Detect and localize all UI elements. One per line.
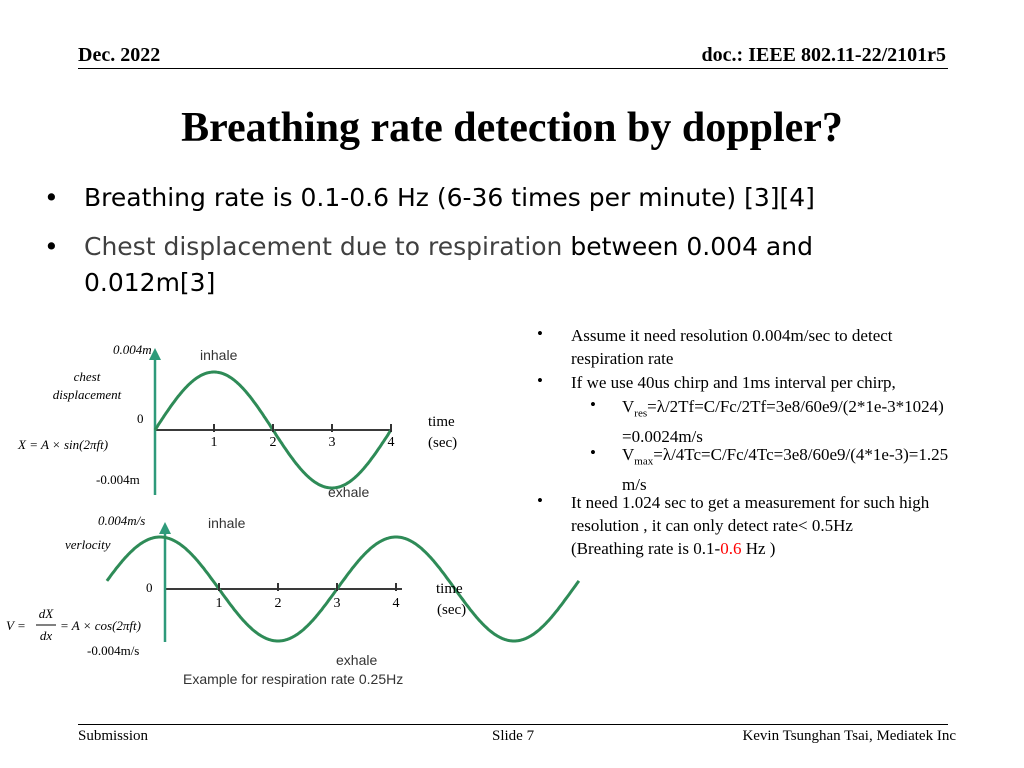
chart2-formula-denominator: dx	[39, 628, 53, 643]
chart1-exhale-label: exhale	[328, 484, 370, 500]
vres-formula: =λ/2Tf=C/Fc/2Tf=3e8/60e9/(2*1e-3*1024)=0.0024m/s	[622, 397, 944, 447]
bullet-dot: •	[44, 232, 59, 261]
vmax-sub: max	[634, 455, 654, 468]
chart2-formula-right: = A × cos(2πft)	[60, 618, 141, 633]
footer-author: Kevin Tsunghan Tsai, Mediatek Inc	[742, 728, 956, 744]
bullet-dot: •	[44, 183, 59, 212]
note-dot: •	[537, 371, 543, 390]
header-rule	[78, 68, 948, 69]
x-tick-label: 4	[387, 435, 395, 450]
x-tick-label: 1	[210, 435, 218, 450]
x-tick-label: 2	[274, 596, 282, 611]
slide-title: Breathing rate detection by doppler?	[181, 105, 843, 151]
footer-rule	[78, 724, 948, 725]
vmax-formula: =λ/4Tc=C/Fc/4Tc=3e8/60e9/(4*1e-3)=1.25m/s	[622, 445, 949, 495]
chart-displacement	[17, 342, 457, 500]
chart1-zero-label: 0	[137, 411, 144, 426]
x-tick-label: 3	[333, 596, 341, 611]
x-tick-label: 1	[215, 596, 223, 611]
note-dot: •	[590, 443, 596, 462]
note-4-red: 0.6	[720, 539, 742, 558]
chart1-formula: X = A × sin(2πft)	[18, 437, 109, 452]
chart2-y-arrow	[159, 522, 171, 534]
x-tick-label: 2	[269, 435, 277, 450]
charts-figure	[0, 330, 600, 695]
note-dot: •	[590, 395, 596, 414]
bullet-2-text	[84, 229, 924, 301]
vres-v: V	[622, 397, 635, 416]
note-3	[571, 491, 961, 560]
bullet-1-text: Breathing rate is 0.1-0.6 Hz (6-36 times per minute) [3][4]	[84, 183, 815, 212]
note-dot: •	[537, 491, 543, 510]
chart1-inhale-label: inhale	[200, 347, 238, 363]
chart2-ylabel: verlocity	[65, 537, 111, 552]
chart2-xlabel-2: (sec)	[437, 602, 467, 618]
footer-submission: Submission	[78, 728, 149, 744]
chart2-exhale-label: exhale	[336, 652, 378, 668]
header-date: Dec. 2022	[78, 44, 161, 66]
x-tick-label: 3	[328, 435, 336, 450]
note-1: Assume it need resolution 0.004m/sec to detect respiration rate	[571, 326, 893, 368]
chart1-y-top-label: 0.004m	[113, 342, 152, 357]
note-2-sub-2	[622, 443, 952, 496]
chart2-inhale-label: inhale	[208, 515, 246, 531]
chart2-xlabel-1: time	[436, 581, 463, 597]
chart-velocity	[6, 513, 579, 687]
footer-slide-number: Slide 7	[492, 728, 535, 744]
note-4-b: Hz )	[741, 539, 776, 558]
header-doc-id: doc.: IEEE 802.11-22/2101r5	[701, 44, 946, 66]
note-2-sub-1	[622, 395, 952, 448]
chart2-y-bottom-label: -0.004m/s	[87, 643, 140, 658]
chart2-formula-left: V =	[6, 618, 26, 633]
note-3-text: It need 1.024 sec to get a measurement for such high resolution , it can only detect rate< 0.5Hz	[571, 493, 930, 535]
chart2-y-top-label: 0.004m/s	[98, 513, 146, 528]
vmax-v: V	[622, 445, 635, 464]
chart1-y-bottom-label: -0.004m	[96, 472, 140, 487]
x-tick-label: 4	[392, 596, 400, 611]
chart1-xlabel-1: time	[428, 414, 455, 430]
vres-sub: res	[634, 407, 648, 420]
note-2: If we use 40us chirp and 1ms interval per chirp,	[571, 373, 896, 392]
chart2-formula-numerator: dX	[38, 606, 54, 621]
note-4-a: (Breathing rate is 0.1-	[571, 539, 721, 558]
chart2-caption: Example for respiration rate 0.25Hz	[183, 671, 404, 687]
chart1-xlabel-2: (sec)	[428, 435, 458, 451]
chart1-ylabel-1: chest	[73, 369, 101, 384]
chart1-ylabel-2: displacement	[52, 387, 122, 402]
chart2-zero-label: 0	[146, 580, 153, 595]
bullet-2-text-b: between 0.004 and 0.012m[3]	[84, 232, 813, 297]
note-dot: •	[537, 324, 543, 343]
bullet-2-text-a: Chest displacement due to respiration	[84, 232, 563, 261]
